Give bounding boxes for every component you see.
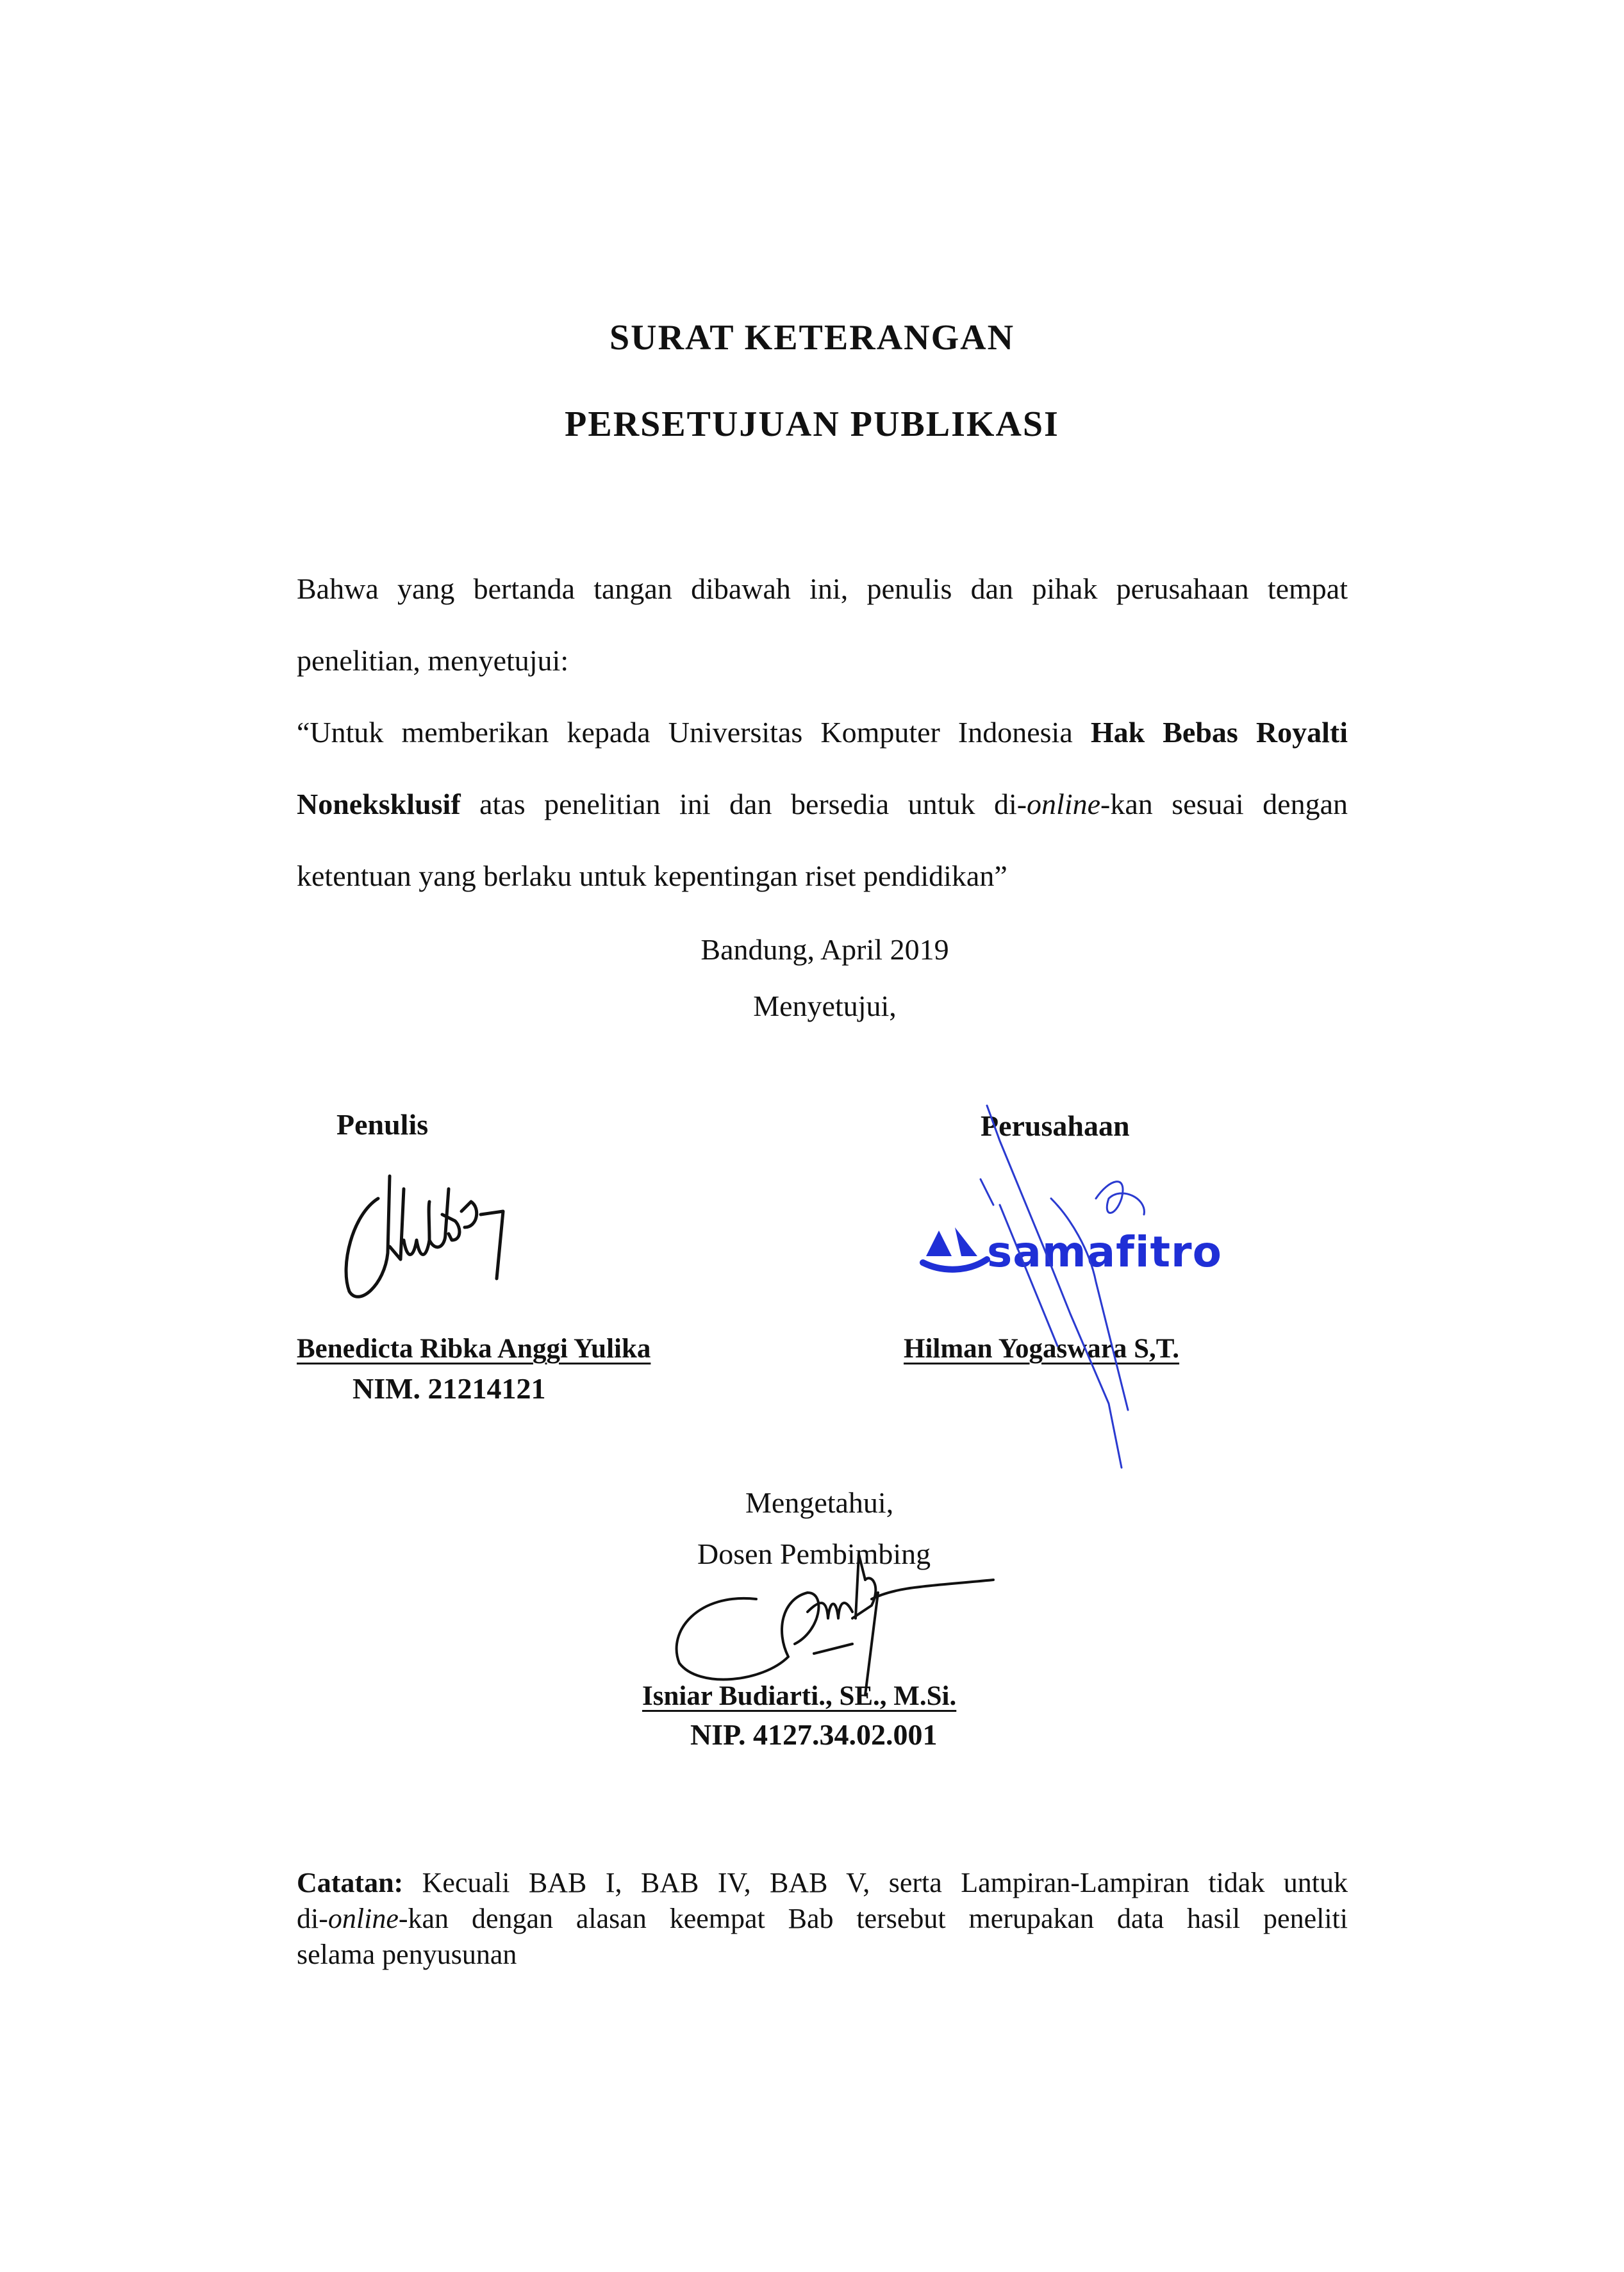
royalty-free-term: Hak Bebas Royalti	[1090, 716, 1348, 749]
note-line-3: selama penyusunan	[297, 1939, 517, 1970]
document-subtitle: PERSETUJUAN PUBLIKASI	[565, 404, 1059, 444]
acknowledged-label: Mengetahui,	[745, 1486, 894, 1519]
publication-note	[297, 1865, 1348, 1973]
document-title: SURAT KETERANGAN	[609, 318, 1015, 358]
nonexclusive-term: Noneksklusif	[297, 788, 461, 820]
advisor-id: NIP. 4127.34.02.001	[690, 1718, 938, 1751]
quote-line-1: “Untuk memberikan kepada Universitas Komputer Indonesia Hak Bebas Royalti	[297, 716, 1348, 749]
author-role-label: Penulis	[336, 1108, 429, 1141]
author-name: Benedicta Ribka Anggi Yulika	[297, 1334, 651, 1364]
quote-line-2: Noneksklusif atas penelitian ini dan bersedia untuk di-online-kan sesuai dengan	[297, 788, 1348, 820]
approved-label: Menyetujui,	[753, 990, 897, 1022]
statement-paragraph	[297, 553, 1348, 912]
note-line-2: di-online-kan dengan alasan keempat Bab tersebut merupakan data hasil peneliti	[297, 1903, 1348, 1934]
author-id: NIM. 21214121	[352, 1372, 546, 1405]
note-label: Catatan:	[297, 1867, 404, 1898]
quote-line-3: ketentuan yang berlaku untuk kepentingan riset pendidikan”	[297, 859, 1007, 892]
company-signature-icon	[961, 1102, 1173, 1480]
note-line-1: Catatan: Kecuali BAB I, BAB IV, BAB V, serta Lampiran-Lampiran tidak untuk	[297, 1867, 1348, 1898]
place-date: Bandung, April 2019	[700, 933, 949, 966]
intro-line-1: Bahwa yang bertanda tangan dibawah ini, penulis dan pihak perusahaan tempat	[297, 572, 1348, 605]
company-signatory-name: Hilman Yogaswara S,T.	[904, 1334, 1180, 1364]
company-role-label: Perusahaan	[981, 1109, 1130, 1142]
advisor-name: Isniar Budiarti., SE., M.Si.	[642, 1681, 957, 1711]
advisor-signature-icon	[660, 1535, 1019, 1702]
intro-line-2: penelitian, menyetujui:	[297, 644, 569, 677]
author-signature-icon	[333, 1163, 545, 1311]
company-stamp: samafitro	[987, 1227, 1222, 1277]
advisor-role-label: Dosen Pembimbing	[697, 1538, 931, 1570]
